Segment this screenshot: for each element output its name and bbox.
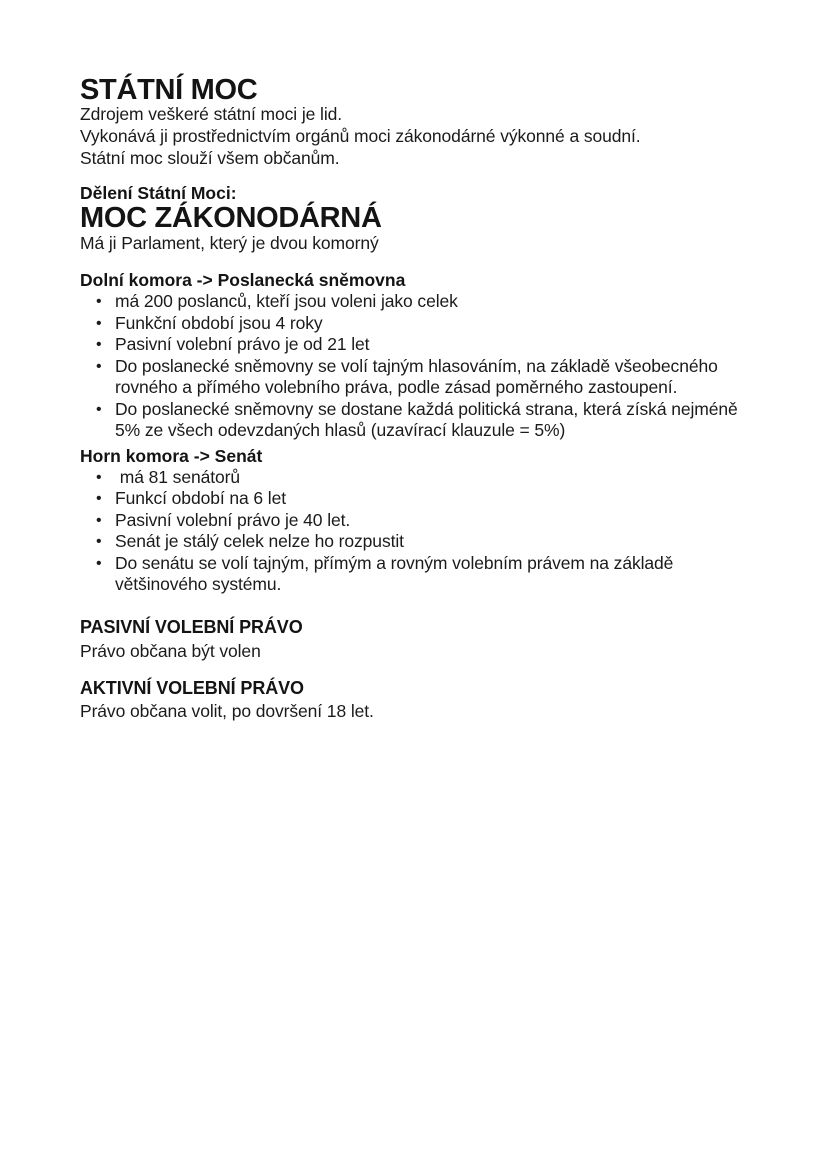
section-subtitle: Má ji Parlament, který je dvou komorný xyxy=(80,233,379,253)
bullet-text: Senát je stálý celek nelze ho rozpustit xyxy=(115,531,404,551)
list-item xyxy=(80,334,770,356)
intro-line: Zdrojem veškeré státní moci je lid. xyxy=(80,104,343,124)
bullet-icon: • xyxy=(96,490,102,507)
page-title: STÁTNÍ MOC xyxy=(80,74,258,106)
upper-house-bullet-list xyxy=(80,467,770,596)
bullet-text: Pasivní volební právo je 40 let. xyxy=(115,509,351,530)
intro-line: Státní moc slouží všem občanům. xyxy=(80,148,340,168)
bullet-text: Pasivní volební právo je od 21 let xyxy=(115,334,370,354)
passive-right-text: Právo občana být volen xyxy=(80,640,261,661)
list-item xyxy=(80,510,770,532)
lower-house-bullet-list xyxy=(80,291,770,442)
bullet-icon: • xyxy=(96,336,102,353)
bullet-icon: • xyxy=(96,293,102,310)
document-content xyxy=(80,0,770,722)
passive-right-heading: PASIVNÍ VOLEBNÍ PRÁVO xyxy=(80,616,303,637)
list-item xyxy=(80,356,770,399)
bullet-icon: • xyxy=(96,314,102,332)
intro-paragraph xyxy=(80,103,770,169)
bullet-icon: • xyxy=(96,357,102,375)
list-item xyxy=(80,399,770,442)
bullet-text: Do poslanecké sněmovny se dostane každá politická strana, která získá nejméně 5% ze všech odevzdaných hlasů (uzavírací klauzule = 5%) xyxy=(115,398,743,440)
bullet-text: Do senátu se volí tajným, přímým a rovným volebním právem na základě většinového systému. xyxy=(115,552,679,594)
bullet-icon: • xyxy=(96,511,102,529)
bullet-text: Do poslanecké sněmovny se volí tajným hlasováním, na základě všeobecného rovného a přímého volebního práva, podle zásad poměrného zastoupení. xyxy=(115,355,723,397)
list-item xyxy=(80,291,770,313)
active-right-heading: AKTIVNÍ VOLEBNÍ PRÁVO xyxy=(80,677,304,698)
list-item xyxy=(80,313,770,335)
bullet-icon: • xyxy=(96,468,102,486)
division-label: Dělení Státní Moci: xyxy=(80,183,237,203)
lower-house-heading: Dolní komora -> Poslanecká sněmovna xyxy=(80,270,406,290)
section-title-legislative-power: MOC ZÁKONODÁRNÁ xyxy=(80,202,382,234)
list-item xyxy=(80,467,770,489)
bullet-text: má 200 poslanců, kteří jsou voleni jako celek xyxy=(115,291,458,311)
upper-house-heading: Horn komora -> Senát xyxy=(80,445,263,466)
list-item xyxy=(80,553,770,596)
bullet-icon: • xyxy=(96,554,102,572)
intro-line: Vykonává ji prostřednictvím orgánů moci zákonodárné výkonné a soudní. xyxy=(80,126,641,146)
bullet-text: má 81 senátorů xyxy=(115,466,240,487)
active-right-text: Právo občana volit, po dovršení 18 let. xyxy=(80,700,374,721)
bullet-icon: • xyxy=(96,533,102,550)
bullet-text: Funkcí období na 6 let xyxy=(115,488,286,508)
bullet-icon: • xyxy=(96,400,102,418)
bullet-text: Funkční období jsou 4 roky xyxy=(115,312,323,333)
list-item xyxy=(80,531,770,553)
list-item xyxy=(80,488,770,510)
